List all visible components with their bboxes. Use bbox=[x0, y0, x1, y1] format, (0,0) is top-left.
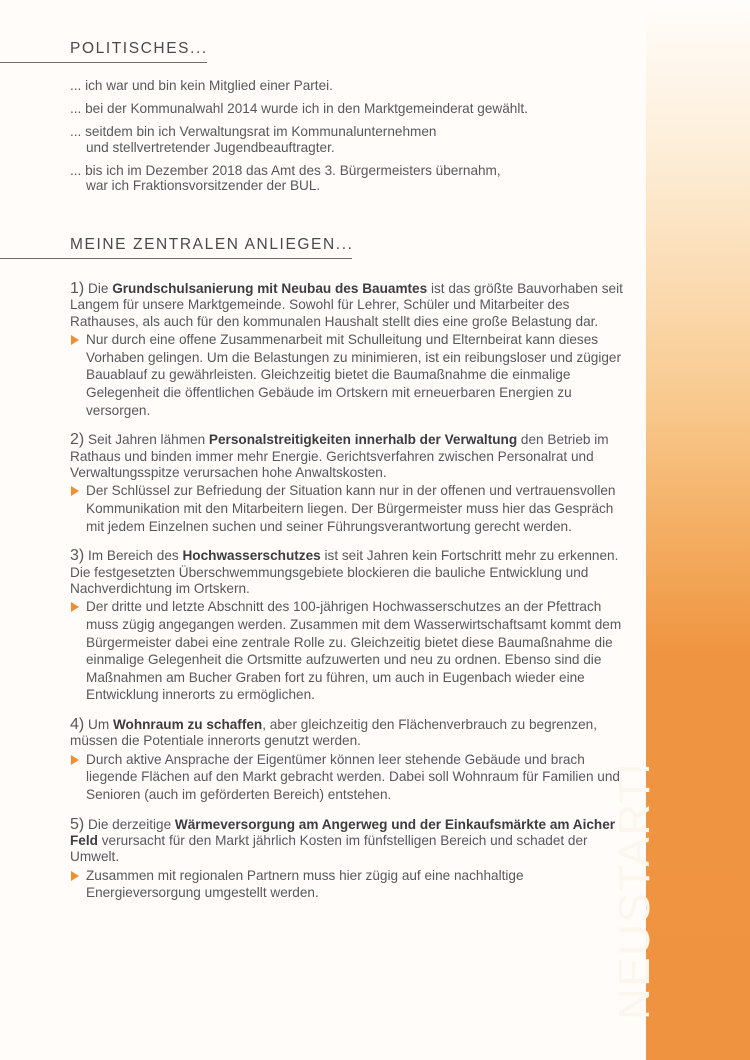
item-lead-after: ist das größte Bauvorhaben seit Langem für unsere Marktgemeinde. Sowohl für Lehrer, Schüler und Mitarbeiter des Rathauses, als auch für den kommunalen Haushalt stellt dies eine große Belastung dar. bbox=[70, 281, 623, 329]
arrow-right-icon bbox=[71, 871, 79, 881]
item-lead-bold: Personalstreitigkeiten innerhalb der Verwaltung bbox=[208, 432, 518, 448]
politisches-heading-rule bbox=[0, 62, 207, 63]
item-subpoint bbox=[70, 482, 632, 535]
list-item bbox=[70, 432, 632, 535]
item-subpoint-text: Der Schlüssel zur Befriedung der Situation kann nur in der offenen und vertrauensvollen Kommunikation mit den Mitarbeitern liegen. Der Bürgermeister muss hier das Gespräch mit jedem Einzelnen suchen und seiner Führungsverantwortung gerecht werden. bbox=[86, 483, 616, 534]
arrow-right-icon bbox=[71, 335, 79, 345]
item-lead-before: Die derzeitige bbox=[84, 816, 175, 832]
politisches-list bbox=[70, 78, 630, 202]
item-lead-after: den Betrieb im Rathaus und binden immer mehr Energie. Gerichtsverfahren zwischen Personalrat und Verwaltungsspitze verursachen hohe Anwaltskosten. bbox=[70, 432, 609, 480]
item-lead-bold: Wohnraum zu schaffen bbox=[112, 716, 263, 732]
anliegen-heading-row bbox=[0, 236, 646, 259]
intro-line-2: und stellvertretender Jugendbeauftragter. bbox=[86, 139, 335, 155]
list-item bbox=[70, 78, 630, 94]
side-bar-label: NEUSTART! bbox=[610, 761, 659, 1020]
item-lead-before: Im Bereich des bbox=[84, 548, 183, 564]
list-item bbox=[70, 281, 632, 419]
list-item bbox=[70, 163, 630, 194]
item-number: 1) bbox=[70, 280, 85, 297]
list-item bbox=[70, 817, 632, 902]
item-lead-paragraph bbox=[70, 717, 632, 750]
politisches-heading: POLITISCHES... bbox=[70, 40, 208, 57]
item-lead-before: Die bbox=[84, 281, 113, 296]
anliegen-heading: MEINE ZENTRALEN ANLIEGEN... bbox=[70, 236, 354, 253]
anliegen-items bbox=[70, 281, 632, 915]
arrow-right-icon bbox=[71, 486, 79, 496]
item-number: 2) bbox=[70, 431, 85, 449]
item-lead-paragraph bbox=[70, 432, 632, 481]
item-number: 5) bbox=[70, 815, 85, 833]
section-politisches bbox=[0, 40, 646, 63]
item-lead-bold: Hochwasserschutzes bbox=[182, 548, 321, 564]
item-subpoint bbox=[70, 867, 632, 902]
intro-line-1: ... bis ich im Dezember 2018 das Amt des 3. Bürgermeisters übernahm, bbox=[70, 162, 501, 178]
item-subpoint-text: Durch aktive Ansprache der Eigentümer können leer stehende Gebäude und brach liegende Flächen auf den Markt gebracht werden. Dabei soll Wohnraum für Familien und Senioren (auch im geförderten Bereich) entstehen. bbox=[86, 751, 620, 802]
item-subpoint-text: Der dritte und letzte Abschnitt des 100-jährigen Hochwasserschutzes an der Pfettrach muss zügig angegangen werden. Zusammen mit dem Wasserwirtschaftsamt kommt dem Bürgermeister dabei eine zentrale Rolle zu. Gleichzeitig bietet diese Baumaßnahme die einmalige Gelegenheit die Ortsmitte aufzuwerten und neu zu ordnen. Ebenso sind die Maßnahmen am Bucher Graben fort zu führen, um auch in Eugenbach wieder eine Entwicklung innerorts zu ermöglichen. bbox=[86, 599, 622, 703]
item-subpoint-text: Zusammen mit regionalen Partnern muss hier zügig auf eine nachhaltige Energieversorgung umgestellt werden. bbox=[86, 867, 524, 901]
item-lead-bold: Grundschulsanierung mit Neubau des Bauamtes bbox=[112, 281, 428, 296]
politisches-heading-row bbox=[0, 40, 646, 63]
list-item bbox=[70, 124, 630, 155]
item-lead-after: ist seit Jahren kein Fortschritt mehr zu erkennen. Die festgesetzten Überschwemmungsgebiete blockieren die bauliche Entwicklung und Nachverdichtung im Ortskern. bbox=[70, 548, 619, 596]
item-number: 4) bbox=[70, 715, 85, 733]
orange-side-bar bbox=[610, 0, 750, 1060]
item-subpoint bbox=[70, 751, 632, 804]
list-item bbox=[70, 548, 632, 704]
intro-line-1: ... seitdem bin ich Verwaltungsrat im Kommunalunternehmen bbox=[70, 124, 437, 140]
intro-line-1: ... bei der Kommunalwahl 2014 wurde ich in den Marktgemeinderat gewählt. bbox=[70, 101, 528, 117]
intro-line-1: ... ich war und bin kein Mitglied einer Partei. bbox=[70, 78, 333, 93]
list-item bbox=[70, 717, 632, 804]
item-subpoint-text: Nur durch eine offene Zusammenarbeit mit Schulleitung und Elternbeirat kann dieses Vorhaben gelingen. Um die Belastungen zu minimieren, ist ein reibungsloser und zügiger Bauablauf zu gewährleisten. Gleichzeitig bietet die Baumaßnahme die einmalige Gelegenheit die öffentlichen Gebäude im Ortskern mit erneuerbaren Energien zu versorgen. bbox=[86, 332, 622, 418]
item-lead-before: Um bbox=[84, 716, 113, 732]
intro-line-2: war ich Fraktionsvorsitzender der BUL. bbox=[86, 178, 321, 194]
item-lead-before: Seit Jahren lähmen bbox=[84, 432, 209, 448]
arrow-right-icon bbox=[71, 755, 79, 765]
item-lead-paragraph bbox=[70, 817, 632, 866]
item-lead-paragraph bbox=[70, 281, 632, 330]
item-lead-after: , aber gleichzeitig den Flächenverbrauch zu begrenzen, müssen die Potentiale innerorts genutzt werden. bbox=[70, 716, 598, 749]
section-anliegen bbox=[0, 236, 646, 259]
item-subpoint bbox=[70, 331, 632, 419]
item-lead-after: verursacht für den Markt jährlich Kosten im fünfstelligen Bereich und schadet der Umwelt. bbox=[70, 832, 588, 865]
item-subpoint bbox=[70, 598, 632, 704]
item-lead-paragraph bbox=[70, 548, 632, 597]
item-lead-bold: Wärmeversorgung am Angerweg und der Einkaufsmärkte am Aicher Feld bbox=[70, 816, 616, 848]
anliegen-heading-rule bbox=[0, 258, 352, 259]
item-number: 3) bbox=[70, 547, 85, 565]
list-item bbox=[70, 101, 630, 117]
arrow-right-icon bbox=[71, 602, 79, 612]
